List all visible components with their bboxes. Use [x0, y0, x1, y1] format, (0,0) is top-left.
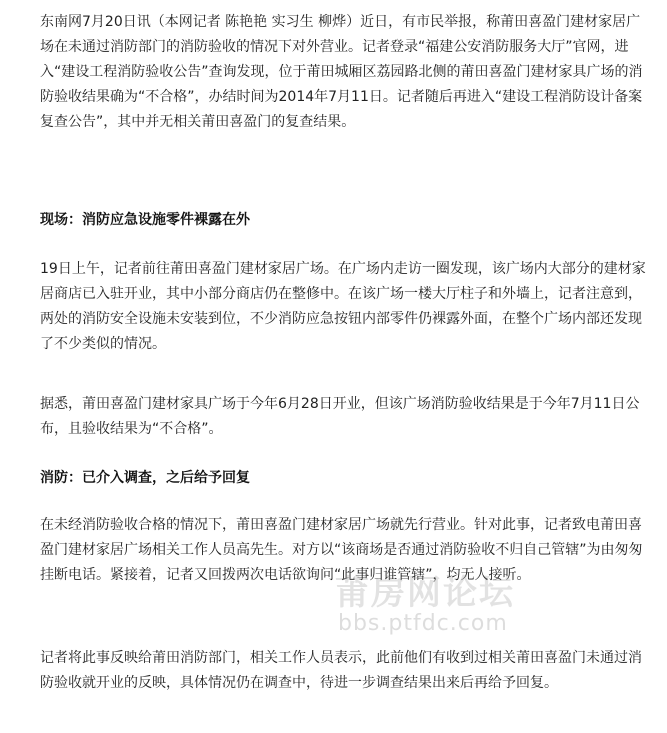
section-heading-fire-dept: 消防：已介入调查，之后给予回复	[40, 470, 250, 486]
forum-watermark-logo: 莆房网论坛	[335, 573, 515, 613]
forum-watermark-url: bbs.ptfdc.com	[338, 611, 508, 636]
article-paragraph-intro: 东南网7月20日讯（本网记者 陈艳艳 实习生 柳烨）近日，有市民举报，称莆田喜盈门建材家居广场在未通过消防部门的消防验收的情况下对外营业。记者登录“福建公安消防服务大厅”官网，进入“建设工程消防验收公告”查询发现，位于莆田城厢区荔园路北侧的莆田喜盈门建材家具广场的消防验收结果确为“不合格”，办结时间为2014年7月11日。记者随后再进入“建设工程消防设计备案复查公告”，其中并无相关莆田喜盈门的复查结果。	[40, 14, 643, 130]
article-paragraph-phone-call: 在未经消防验收合格的情况下，莆田喜盈门建材家居广场就先行营业。针对此事，记者致电莆田喜盈门建材家居广场相关工作人员高先生。对方以“该商场是否通过消防验收不归自己管辖”为由匆匆挂断电话。紧接着，记者又回拨两次电话欲询问“此事归谁管辖”，均无人接听。	[40, 517, 643, 583]
section-heading-scene: 现场：消防应急设施零件裸露在外	[40, 212, 250, 228]
article-paragraph-reply: 记者将此事反映给莆田消防部门，相关工作人员表示，此前他们有收到过相关莆田喜盈门未通过消防验收就开业的反映，具体情况仍在调查中，待进一步调查结果出来后再给予回复。	[40, 650, 642, 691]
article-paragraph-opening-date: 据悉，莆田喜盈门建材家具广场于今年6月28日开业，但该广场消防验收结果是于今年7月11日公布，且验收结果为“不合格”。	[40, 396, 640, 437]
article-paragraph-scene: 19日上午，记者前往莆田喜盈门建材家居广场。在广场内走访一圈发现，该广场内大部分的建材家居商店已入驻开业，其中小部分商店仍在整修中。在该广场一楼大厅柱子和外墙上，记者注意到，两处的消防安全设施未安装到位，不少消防应急按钮内部零件仍裸露外面，在整个广场内部还发现了不少类似的情况。	[40, 261, 646, 352]
